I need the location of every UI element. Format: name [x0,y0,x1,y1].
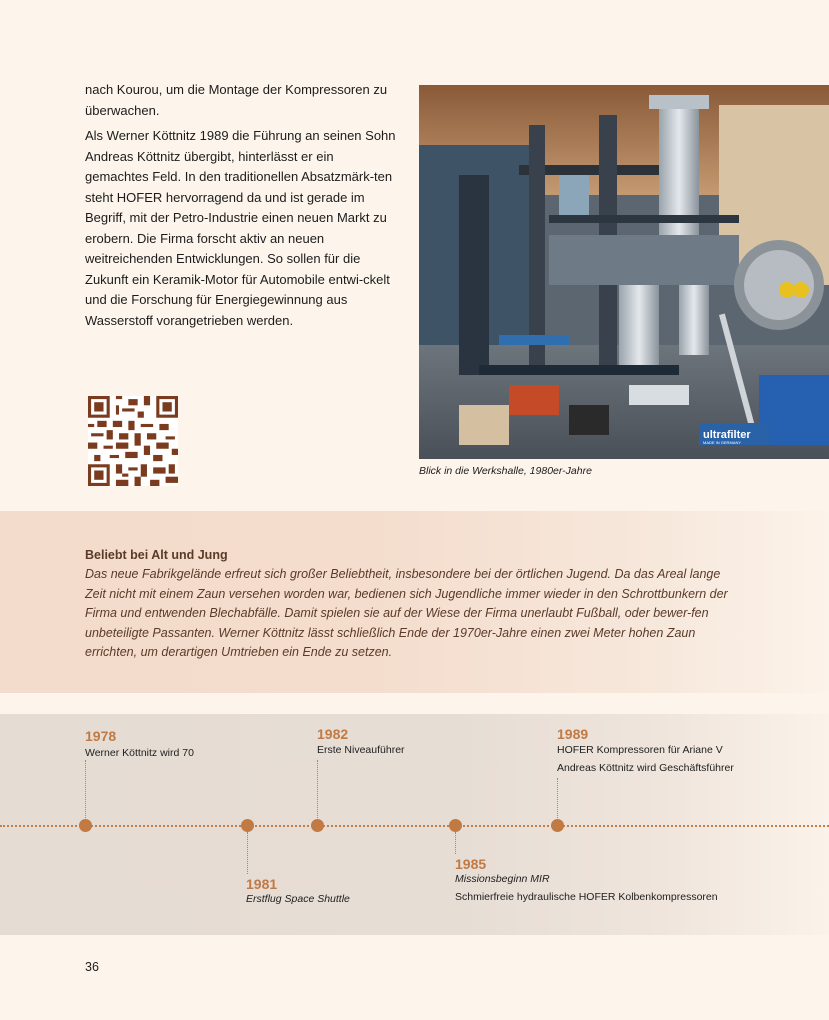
timeline-axis [0,825,829,827]
timeline-dot-1989 [551,819,564,832]
timeline-text: Erste Niveauführer [317,744,405,756]
qr-code-icon [88,396,178,486]
timeline-year: 1981 [246,876,278,892]
timeline-year: 1989 [557,726,589,742]
timeline-connector [85,760,86,820]
factory-hall-photo [419,85,829,459]
timeline-year: 1978 [85,728,117,744]
page-number: 36 [85,960,99,974]
timeline-text: Andreas Köttnitz wird Geschäftsführer [557,762,734,774]
timeline-year: 1982 [317,726,349,742]
timeline-connector [317,760,318,820]
timeline-text: HOFER Kompressoren für Ariane V [557,744,723,756]
info-band-title: Beliebt bei Alt und Jung [85,548,228,562]
qr-code[interactable] [88,396,178,486]
photo-caption: Blick in die Werkshalle, 1980er-Jahre [419,465,592,477]
timeline-dot-1978 [79,819,92,832]
timeline-text: Missionsbeginn MIR [455,873,550,885]
timeline-text: Werner Köttnitz wird 70 [85,747,194,759]
paragraph: nach Kourou, um die Montage der Kompressoren zu überwachen. [85,82,388,118]
sign-subtext: MADE IN GERMANY [703,440,742,445]
paragraph: Als Werner Köttnitz 1989 die Führung an seinen Sohn Andreas Köttnitz übergibt, hinterlässt er ein gemachtes Feld. In den traditionellen Absatzmärk-ten steht HOFER hervorragend da und ist gerade im Begriff, mit der Petro-Industrie einen neuen Markt zu erobern. Die Firma forscht aktiv an neuen weitreichenden Entwicklungen. So sollen für die Zukunft ein Keramik-Motor für Automobile entwi-ckelt und die Forschung für Energiegewinnung aus Wasserstoff vorangetrieben werden. [85,128,396,328]
timeline-dot-1981 [241,819,254,832]
timeline-year: 1985 [455,856,487,872]
timeline-text: Erstflug Space Shuttle [246,893,350,905]
timeline-connector [247,832,248,874]
timeline-text: Schmierfreie hydraulische HOFER Kolbenkompressoren [455,891,718,903]
info-band-text: Das neue Fabrikgelände erfreut sich großer Beliebtheit, insbesondere bei der örtlichen Jugend. Da das Areal lange Zeit nicht mit einem Zaun versehen worden war, bedienen sich Jugendliche immer wieder in den Schrottbunkern der Firma und entwenden Blechabfälle. Damit spielen sie auf der Wiese der Firma unerlaubt Fußball, oder bewer-fen unbeteiligte Passanten. Werner Köttnitz lässt schließlich Ende der 1970er-Jahre einen zwei Meter hohen Zaun errichten, um derartigen Umtrieben ein Ende zu setzen. [85,567,728,660]
sign-text: ultrafilter [703,429,751,441]
timeline-connector [455,832,456,854]
timeline-dot-1985 [449,819,462,832]
timeline-connector [557,778,558,820]
timeline [0,714,829,935]
body-text [85,80,397,336]
timeline-dot-1982 [311,819,324,832]
